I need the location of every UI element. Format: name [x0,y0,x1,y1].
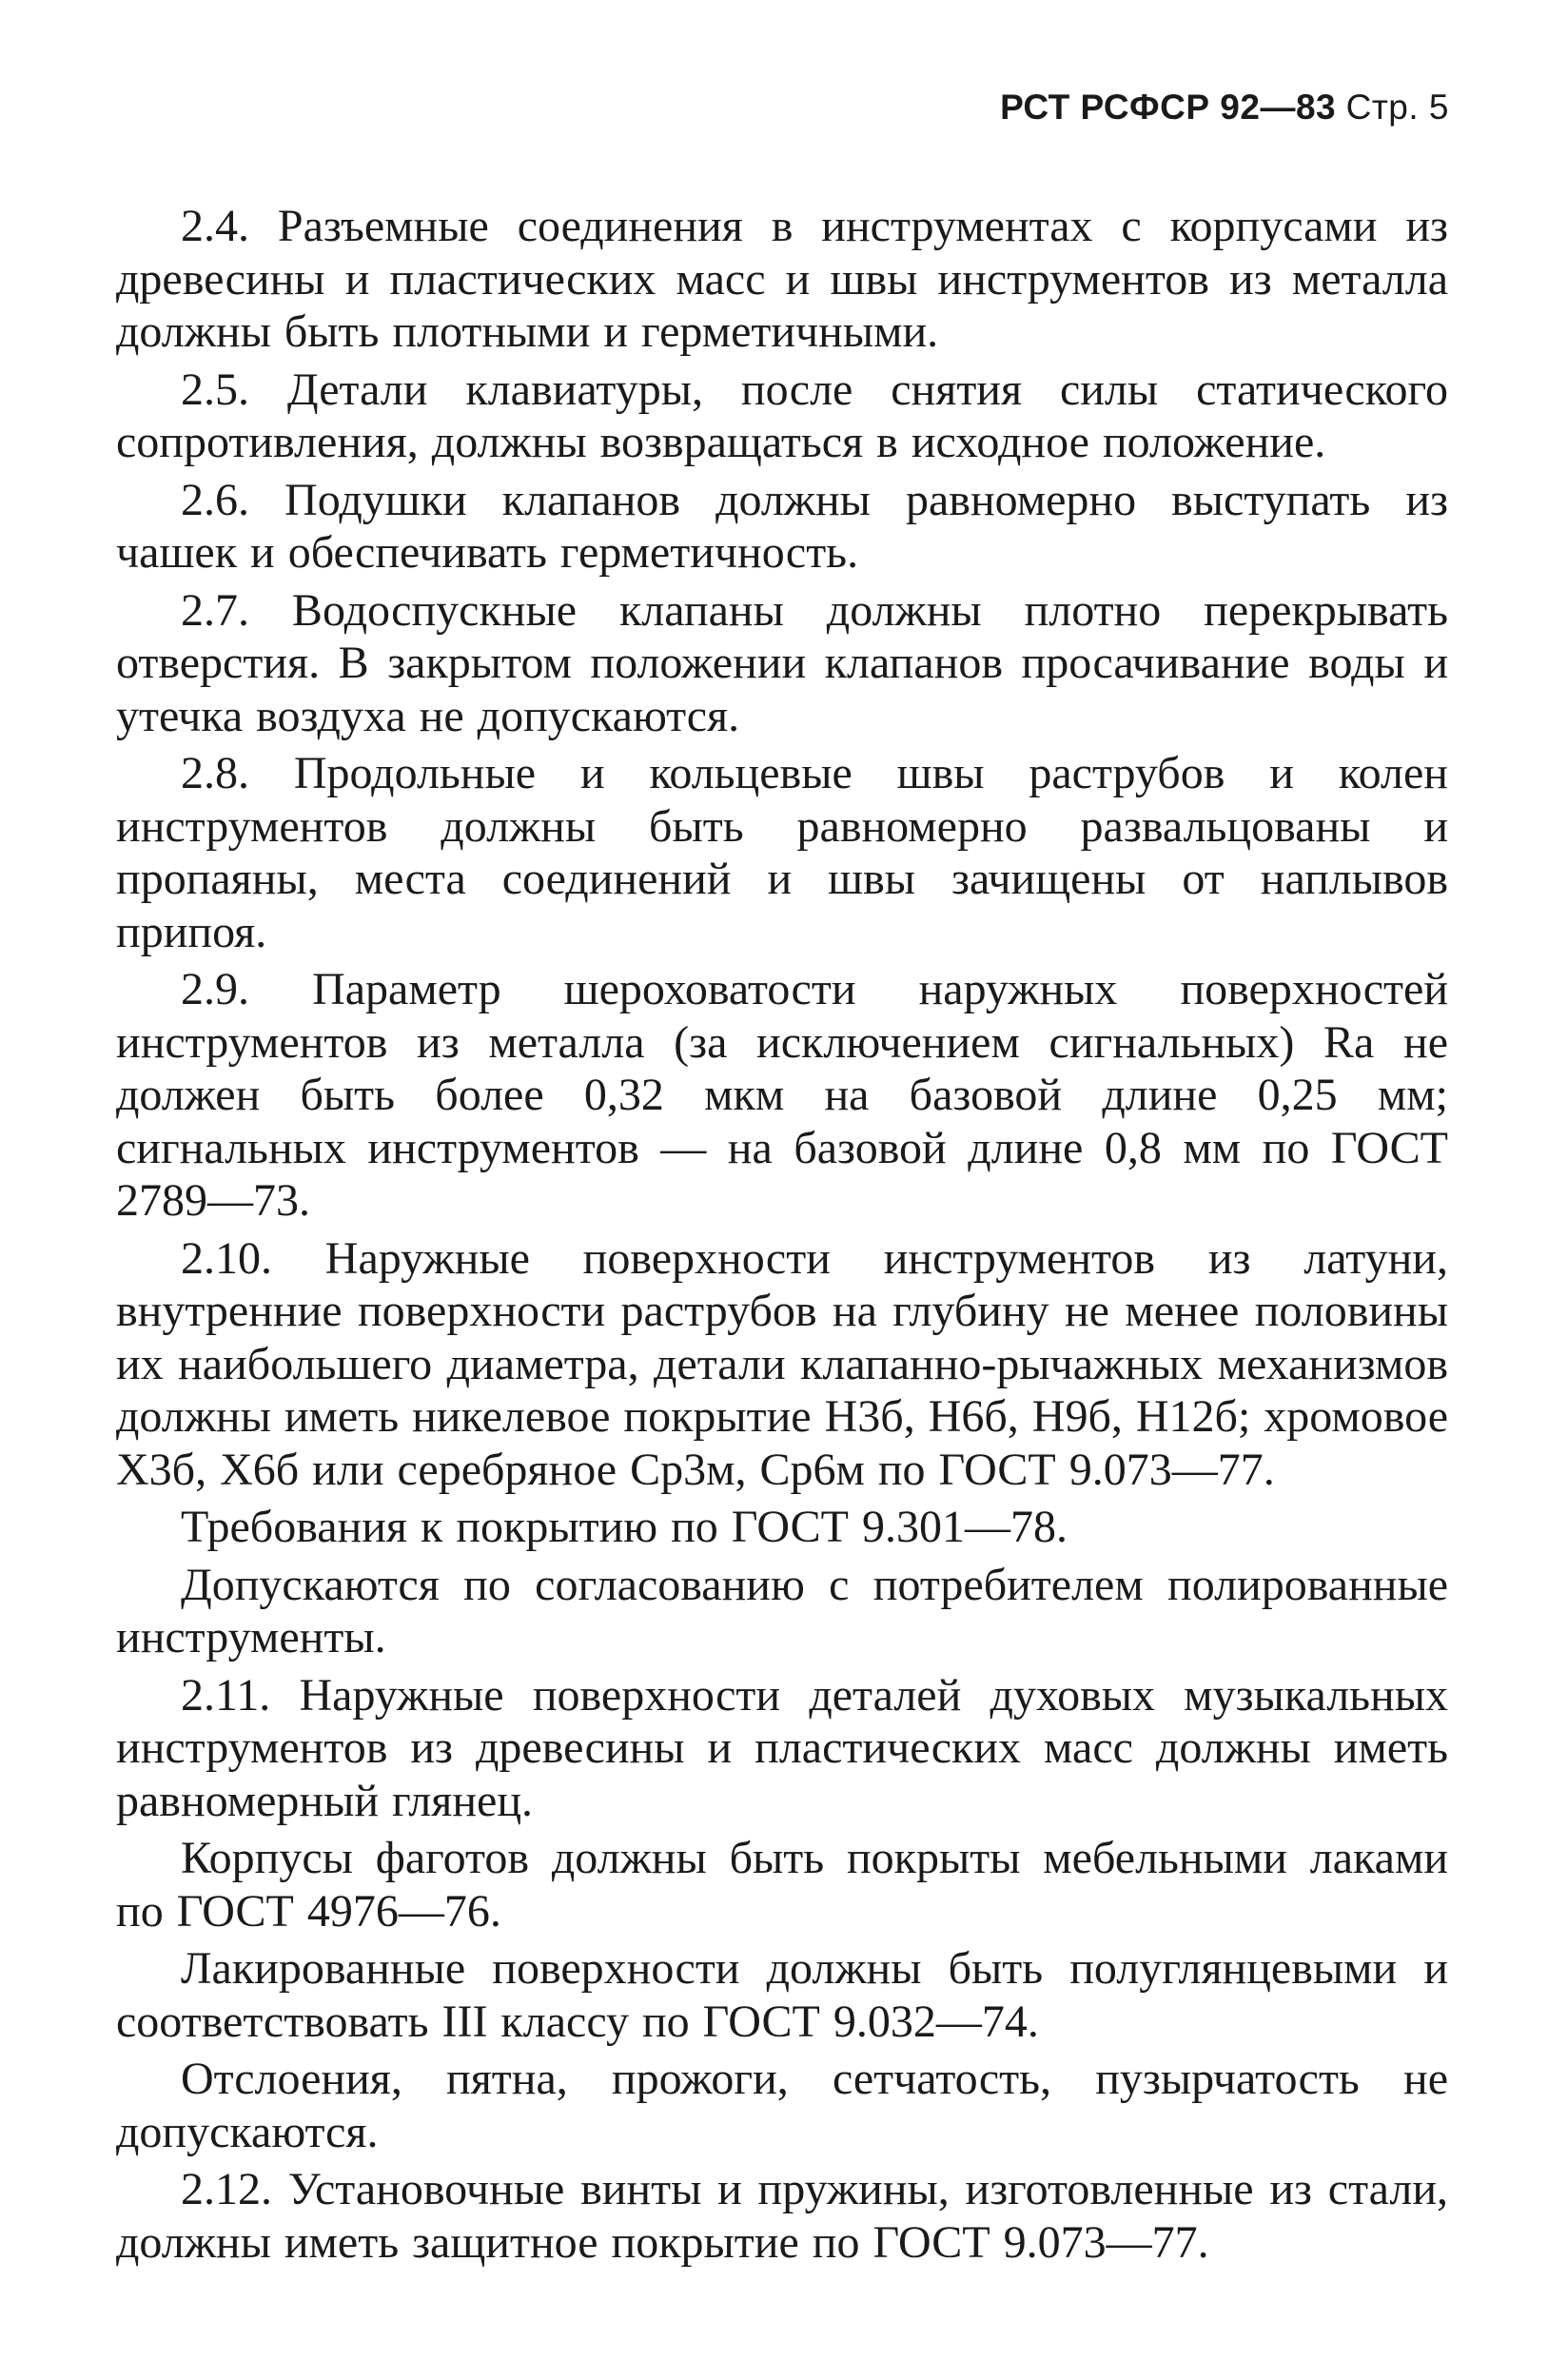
paragraph-2-10: 2.10. Наружные поверхности инструментов из латуни, внутренние поверхности раструбов на глубину не менее половины их наибольшего диаметра, детали клапанно-рычажных механизмов должны иметь никелевое покрытие Н3б, Н6б, Н9б, Н12б; хромовое Х3б, Х6б или серебряное Ср3м, Ср6м по ГОСТ 9.073—77. [116,1232,1448,1495]
paragraph-2-4: 2.4. Разъемные соединения в инструментах с корпусами из древесины и пластических масс и швы инструментов из металла должны быть плотными и герметичными. [116,201,1448,357]
paragraph-polished-allowed: Допускаются по согласованию с потребителем полированные инструменты. [116,1559,1448,1662]
page-header [1000,84,1449,128]
paragraph-2-11: 2.11. Наружные поверхности деталей духовых музыкальных инструментов из древесины и пластических масс должны иметь равномерный глянец. [116,1669,1448,1826]
document-body [116,200,1448,2273]
paragraph-2-8: 2.8. Продольные и кольцевые швы раструбов и колен инструментов должны быть равномерно развальцованы и пропаяны, места соединений и швы зачищены от наплывов припоя. [116,748,1448,957]
paragraph-lacquered-surfaces: Лакированные поверхности должны быть полуглянцевыми и соответствовать III классу по ГОСТ 9.032—74. [116,1943,1448,2047]
paragraph-2-12: 2.12. Установочные винты и пружины, изготовленные из стали, должны иметь защитное покрытие по ГОСТ 9.073—77. [116,2164,1448,2268]
paragraph-defects-not-allowed: Отслоения, пятна, прожоги, сетчатость, пузырчатость не допускаются. [116,2054,1448,2157]
paragraph-2-7: 2.7. Водоспускные клапаны должны плотно перекрывать отверстия. В закрытом положении клапанов просачивание воды и утечка воздуха не допускаются. [116,584,1448,741]
paragraph-coating-requirements: Требования к покрытию по ГОСТ 9.301—78. [181,1502,1068,1552]
paragraph-2-5: 2.5. Детали клавиатуры, после снятия силы статического сопротивления, должны возвращаться в исходное положение. [116,364,1448,467]
paragraph-2-9: 2.9. Параметр шероховатости наружных поверхностей инструментов из металла (за исключением сигнальных) Rа не должен быть более 0,32 мкм на базовой длине 0,25 мм; сигнальных инструментов — на базовой длине 0,8 мм по ГОСТ 2789—73. [116,964,1448,1226]
paragraph-2-6: 2.6. Подушки клапанов должны равномерно выступать из чашек и обеспечивать герметичность. [116,474,1448,578]
page-number: Стр. 5 [1345,88,1449,127]
paragraph-bassoon-bodies: Корпусы фаготов должны быть покрыты мебельными лаками по ГОСТ 4976—76. [116,1833,1448,1937]
document-code: РСТ РСФСР 92—83 [1000,88,1337,127]
